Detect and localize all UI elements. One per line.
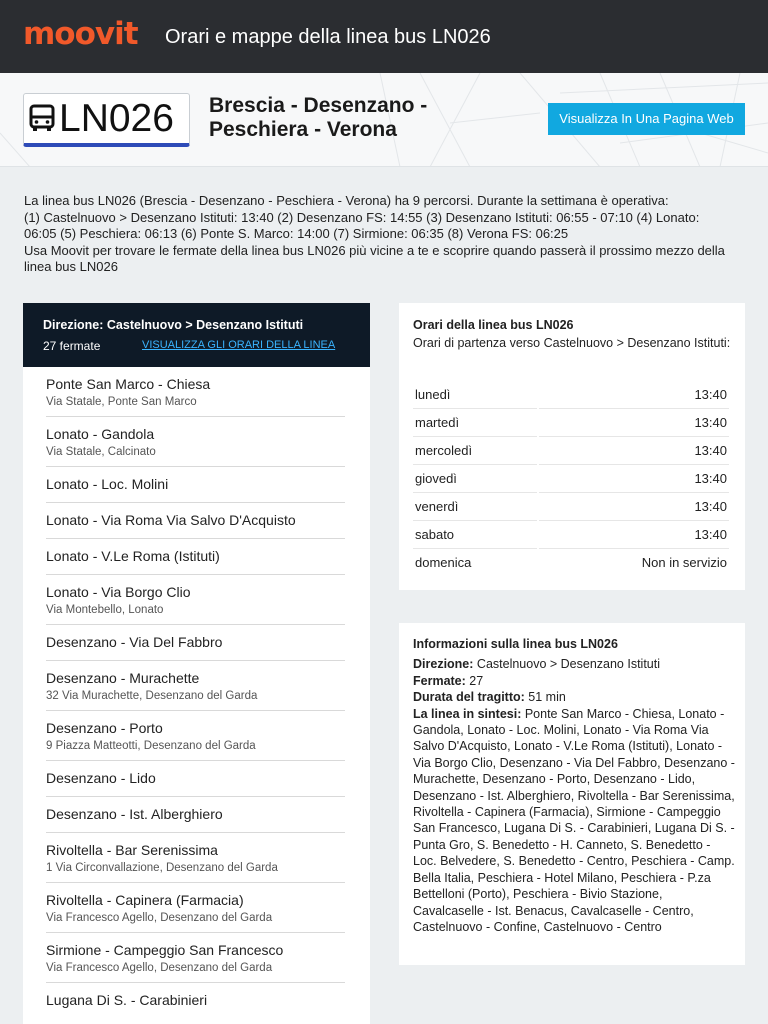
description-line: linea bus LN026 (24, 259, 118, 274)
schedule-row (413, 381, 729, 409)
schedule-day: venerdì (415, 499, 459, 514)
stop-name: Rivoltella - Bar Serenissima (46, 842, 218, 858)
stop-item[interactable] (46, 575, 345, 625)
description-line: Usa Moovit per trovare le fermate della linea bus LN026 più vicine a te e scoprire quando passerà il prossimo mezzo della (24, 242, 725, 258)
schedule-time: 13:40 (694, 415, 727, 430)
stop-name: Lonato - Loc. Molini (46, 476, 169, 492)
schedule-day: domenica (415, 555, 472, 570)
info-stops-value: 27 (465, 673, 484, 688)
stop-item[interactable] (46, 883, 345, 933)
route-title: Brescia - Desenzano - Peschiera - Verona (209, 94, 428, 141)
stop-item[interactable] (46, 417, 345, 467)
stop-name: Lonato - Gandola (46, 426, 155, 442)
stop-item[interactable] (46, 539, 345, 575)
schedule-row (413, 549, 729, 577)
info-duration-value: 51 min (524, 690, 566, 705)
stop-name: Sirmione - Campeggio San Francesco (46, 942, 284, 958)
line-header (0, 73, 768, 167)
schedule-card (399, 303, 745, 590)
schedule-time: 13:40 (694, 387, 727, 402)
schedule-row (413, 493, 729, 521)
description-line: (1) Castelnuovo > Desenzano Istituti: 13:40 (2) Desenzano FS: 14:55 (3) Desenzano Istituti: 06:55 - 07:10 (4) Lonato: (24, 209, 700, 225)
schedule-time: 13:40 (694, 471, 727, 486)
schedule-row (413, 521, 729, 549)
schedule-day: mercoledì (415, 443, 473, 458)
schedule-table (413, 381, 729, 577)
stop-name: Desenzano - Lido (46, 770, 156, 786)
info-summary-label: La linea in sintesi: (413, 706, 522, 721)
direction-panel (23, 303, 370, 367)
info-direction-label: Direzione: (413, 657, 474, 672)
stop-name: Rivoltella - Capinera (Farmacia) (46, 892, 244, 908)
stop-name: Desenzano - Via Del Fabbro (46, 634, 223, 650)
view-schedule-link[interactable]: VISUALIZZA GLI ORARI DELLA LINEA (142, 339, 336, 351)
stop-address: 9 Piazza Matteotti, Desenzano del Garda (46, 740, 256, 752)
stop-address: Via Francesco Agello, Desenzano del Garda (46, 962, 273, 974)
stop-item[interactable] (46, 711, 345, 761)
stop-item[interactable] (46, 933, 345, 983)
stop-address: Via Montebello, Lonato (46, 604, 164, 616)
info-duration-label: Durata del tragitto: (413, 690, 525, 705)
stop-item[interactable] (46, 503, 345, 539)
stop-item[interactable] (46, 833, 345, 883)
schedule-row (413, 437, 729, 465)
stop-address: Via Statale, Calcinato (46, 446, 156, 458)
schedule-row (413, 409, 729, 437)
line-info-body (413, 636, 735, 935)
stop-item[interactable] (46, 467, 345, 503)
info-direction-value: Castelnuovo > Desenzano Istituti (473, 657, 661, 672)
line-info-title: Informazioni sulla linea bus LN026 (413, 637, 618, 651)
schedule-time: 13:40 (694, 527, 727, 542)
stop-item[interactable] (46, 797, 345, 833)
schedule-time: 13:40 (694, 499, 727, 514)
stop-item[interactable] (46, 367, 345, 417)
schedule-day: lunedì (415, 387, 451, 402)
info-stops-label: Fermate: (413, 673, 466, 688)
line-badge (23, 93, 190, 147)
schedule-subtitle: Orari di partenza verso Castelnuovo > Desenzano Istituti: (413, 336, 731, 350)
schedule-day: martedì (415, 415, 460, 430)
line-code: LN026 (59, 97, 174, 140)
schedule-day: giovedì (415, 471, 457, 486)
stop-address: Via Francesco Agello, Desenzano del Garda (46, 912, 273, 924)
stop-name: Ponte San Marco - Chiesa (46, 376, 211, 392)
stop-name: Desenzano - Murachette (46, 670, 200, 686)
schedule-time: Non in servizio (641, 555, 727, 570)
direction-title: Direzione: Castelnuovo > Desenzano Istituti (43, 318, 304, 332)
schedule-row (413, 465, 729, 493)
line-info-card (399, 623, 745, 965)
info-stops (413, 673, 735, 689)
stop-address: 32 Via Murachette, Desenzano del Garda (46, 690, 258, 702)
line-description (24, 193, 746, 276)
description-line: La linea bus LN026 (Brescia - Desenzano - Peschiera - Verona) ha 9 percorsi. Durante la settimana è operativa: (24, 193, 669, 208)
stop-count: 27 fermate (43, 339, 101, 353)
moovit-logo[interactable]: moovit (23, 16, 138, 52)
stop-name: Desenzano - Ist. Alberghiero (46, 806, 223, 822)
stop-item[interactable] (46, 661, 345, 711)
info-summary-value: Ponte San Marco - Chiesa, Lonato - Gandola, Lonato - Loc. Molini, Lonato - Via Roma Via Salvo D'Acquisto, Lonato - V.Le Roma (Istituti), Lonato - Via Borgo Clio, Desenzano - Via Del Fabbro, Desenzano - Murachette, Desenzano - Porto, Desenzano - Lido, Desenzano - Ist. Alberghiero, Rivoltella - Bar Serenissima, Rivoltella - Capinera (Farmacia), Sirmione - Campeggio San Francesco, Lugana Di S. - Carabinieri, Lugana Di S. - Punta Gro, S. Benedetto - H. Canneto, S. Benedetto - Loc. Belvedere, S. Benedetto - Centro, Peschiera - Camp. Bella Italia, Peschiera - Hotel Milano, Peschiera - P.za Bettelloni (Porto), Peschiera - Bivio Stazione, Cavalcaselle - Ist. Benacus, Cavalcaselle - Centro, Castelnuovo - Confine, Castelnuovo - Centro (413, 706, 735, 934)
info-summary (413, 706, 735, 936)
stop-item[interactable] (46, 761, 345, 797)
stop-item[interactable] (46, 625, 345, 661)
page-title: Orari e mappe della linea bus LN026 (165, 26, 491, 48)
stop-name: Lugana Di S. - Carabinieri (46, 992, 208, 1008)
bus-icon (28, 104, 56, 139)
stop-address: 1 Via Circonvallazione, Desenzano del Garda (46, 862, 278, 874)
stop-address: Via Statale, Ponte San Marco (46, 396, 197, 408)
stop-item[interactable] (46, 983, 345, 1019)
schedule-title: Orari della linea bus LN026 (413, 318, 574, 332)
description-line: 06:05 (5) Peschiera: 06:13 (6) Ponte S. Marco: 14:00 (7) Sirmione: 06:35 (8) Verona FS: 06:25 (24, 226, 569, 241)
stop-name: Desenzano - Porto (46, 720, 163, 736)
info-direction (413, 656, 735, 672)
schedule-day: sabato (415, 527, 455, 542)
stop-name: Lonato - V.Le Roma (Istituti) (46, 548, 220, 564)
stop-list (23, 367, 370, 1024)
stop-name: Lonato - Via Roma Via Salvo D'Acquisto (46, 512, 296, 528)
stop-name: Lonato - Via Borgo Clio (46, 584, 191, 600)
schedule-time: 13:40 (694, 443, 727, 458)
view-web-page-button[interactable]: Visualizza In Una Pagina Web (548, 103, 745, 135)
top-bar (0, 0, 768, 73)
info-duration (413, 689, 735, 705)
